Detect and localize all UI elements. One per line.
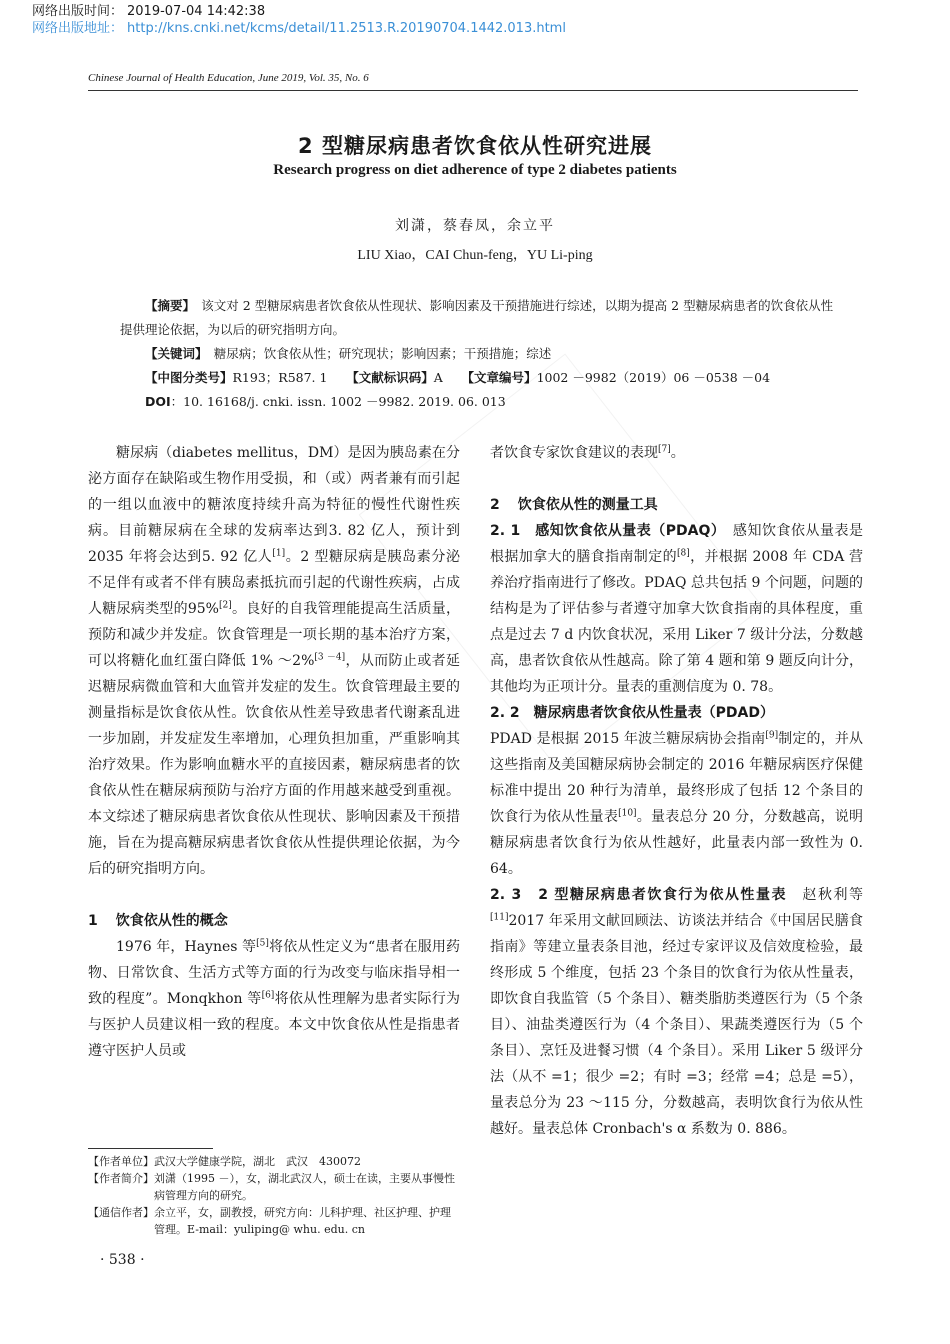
footnotes <box>88 1153 460 1238</box>
section-2-2-title-line <box>490 700 863 726</box>
authors-zh: 刘潇，蔡春凤，余立平 <box>395 218 555 234</box>
pub-time: 2019-07-04 14:42:38 <box>127 4 266 19</box>
page-number: · 538 · <box>100 1252 145 1268</box>
right-column <box>490 440 863 1142</box>
doccode-text: A <box>433 370 443 385</box>
cite-1[interactable]: [1] <box>272 548 286 559</box>
section-2-heading: 2 饮食依从性的测量工具 <box>490 497 658 513</box>
journal-rule <box>88 90 858 91</box>
continued-paragraph: 者饮食专家饮食建议的表现[7]。 <box>490 444 685 461</box>
footnote-bio: 【作者简介】 刘潇（1995 －），女，湖北武汉人，硕士在读，主要从事慢性病管理方向的研究。 <box>88 1172 455 1202</box>
section-2-1-paragraph: 2. 1 感知饮食依从量表（PDAQ） 感知饮食依从量表是根据加拿大的膳食指南制定的[8]，并根据 2008 年 CDA 营养治疗指南进行了修改。PDAQ 总共包括 9 个问题，问题的结构是为了评估参与者遵守加拿大饮食指南的具体程度，重点是过去 7 d 内饮食状况，采用 Liker 7 级计分法，分数越高，患者饮食依从性越高。除了第 4 题和第 9 题反向计分，其他均为正项计分。量表的重测信度为 0. 78。 <box>490 523 864 695</box>
section-2-2-title: 2. 2 糖尿病患者饮食依从性量表（PDAD） <box>490 705 775 721</box>
section-1-paragraph: 1976 年，Haynes 等[5]将依从性定义为“患者在服用药物、日常饮食、生活方式等方面的行为改变与临床指导相一致的程度”。Monqkhon 等[6]将依从性理解为患者实际行为与医护人员建议相一致的程度。本文中饮食依从性是指患者遵守医护人员或 <box>88 938 460 1059</box>
pub-addr-label: 网络出版地址： <box>32 21 124 36</box>
cite-2[interactable]: [2] <box>218 600 232 611</box>
cite-8[interactable]: [8] <box>676 548 690 559</box>
abstract-block <box>120 294 840 414</box>
keywords-text: 糖尿病；饮食依从性；研究现状；影响因素；干预措施；综述 <box>213 346 552 361</box>
footnote-rule <box>88 1148 213 1149</box>
authors-en: LIU Xiao，CAI Chun-feng，YU Li-ping <box>357 248 593 263</box>
cite-7[interactable]: [7] <box>658 444 671 455</box>
doi <box>120 390 840 414</box>
footnote-unit: 【作者单位】 武汉大学健康学院，湖北 武汉 430072 <box>88 1155 361 1168</box>
pub-addr-link[interactable]: http://kns.cnki.net/kcms/detail/11.2513.R.20190704.1442.013.html <box>127 21 566 36</box>
doi-text: ：10. 16168/j. cnki. issn. 1002 －9982. 2019. 06. 013 <box>170 394 506 409</box>
pub-time-label: 网络出版时间： <box>32 4 124 19</box>
intro-paragraph: 糖尿病（diabetes mellitus，DM）是因为胰岛素在分泌方面存在缺陷或生物作用受损，和（或）两者兼有而引起的一组以血液中的糖浓度持续升高为特征的慢性代谢性疾病。目前糖尿病在全球的发病率达到3. 82 亿人，预计到2035 年将会达到5. 92 亿人[1]。2 型糖尿病是胰岛素分泌不足伴有或者不伴有胰岛素抵抗而引起的代谢性疾病，占成人糖尿病类型的95%[2]。良好的自我管理能提高生活质量，预防和减少并发症。饮食管理是一项长期的基本治疗方案，可以将糖化血红蛋白降低 1% ～2%[3 －4]，从而防止或者延迟糖尿病微血管和大血管并发症的发生。饮食管理最主要的测量指标是饮食依从性。饮食依从性差导致患者代谢紊乱进一步加剧，并发症发生率增加，心理负担加重，严重影响其治疗效果。作为影响血糖水平的直接因素，糖尿病患者的饮食依从性在糖尿病预防与治疗方面的作用越来越受到重视。本文综述了糖尿病患者饮食依从性现状、影响因素及干预措施，旨在为提高糖尿病患者饮食依从性提供理论依据，为今后的研究指明方向。 <box>88 445 461 877</box>
cite-9[interactable]: [9] <box>765 730 779 741</box>
footnote-corresponding: 【通信作者】 余立平，女，副教授，研究方向：儿科护理、社区护理、护理管理。E-mail：yuliping@ whu. edu. cn <box>88 1206 451 1236</box>
abstract-label: 【摘要】 <box>145 298 189 313</box>
doccode-label: 【文献标识码】 <box>352 370 434 385</box>
section-2-1-title: 2. 1 感知饮食依从量表（PDAQ） <box>490 523 719 539</box>
cite-10[interactable]: [10] <box>618 808 637 819</box>
title-en: Research progress on diet adherence of type 2 diabetes patients <box>273 162 677 178</box>
pub-time-line <box>32 3 265 20</box>
cite-6[interactable]: [6] <box>261 990 275 1001</box>
cls-label: 【中图分类号】 <box>145 370 233 385</box>
keywords <box>120 342 840 366</box>
journal-line: Chinese Journal of Health Education, June 2019, Vol. 35, No. 6 <box>88 72 369 84</box>
artno-label: 【文章编号】 <box>467 370 537 385</box>
cite-11[interactable]: [11] <box>490 912 509 923</box>
abstract-text: 该文对 2 型糖尿病患者饮食依从性现状、影响因素及干预措施进行综述，以期为提高 2 型糖尿病患者的饮食依从性提供理论依据，为以后的研究指明方向。 <box>120 298 834 337</box>
cls-text: R193；R587. 1 <box>232 370 328 385</box>
keywords-label: 【关键词】 <box>145 346 202 361</box>
cite-5[interactable]: [5] <box>256 938 269 949</box>
left-column <box>88 440 460 1064</box>
section-2-3-title: 2. 3 2 型糖尿病患者饮食行为依从性量表 <box>490 887 787 903</box>
classification <box>120 366 840 390</box>
section-1-heading: 1 饮食依从性的概念 <box>88 913 228 929</box>
cite-3-4[interactable]: [3 －4] <box>314 652 346 663</box>
title-zh: 2 型糖尿病患者饮食依从性研究进展 <box>298 134 652 158</box>
artno-text: 1002 －9982（2019）06 －0538 －04 <box>536 370 771 385</box>
section-2-2-paragraph: PDAD 是根据 2015 年波兰糖尿病协会指南[9]制定的，并从这些指南及美国糖尿病协会制定的 2016 年糖尿病医疗保健标准中提出 20 种行为清单，最终形成了包括 12 个条目的饮食行为依从性量表[10]。量表总分 20 分，分数越高，说明糖尿病患者饮食行为依从性越好，此量表内部一致性为 0. 64。 <box>490 730 864 877</box>
doi-label: DOI <box>145 394 171 409</box>
section-2-3-paragraph: 2. 3 2 型糖尿病患者饮食行为依从性量表 赵秋利等[11]2017 年采用文献回顾法、访谈法并结合《中国居民膳食指南》等建立量表条目池，经过专家评议及信效度检验，最终形成 5 个维度，包括 23 个条目的饮食行为依从性量表，即饮食自我监管（5 个条目）、糖类脂肪类遵医行为（5 个条目）、油盐类遵医行为（4 个条目）、果蔬类遵医行为（5 个条目）、烹饪及进餐习惯（4 个条目）。采用 Liker 5 级评分法（从不 =1；很少 =2；有时 =3；经常 =4；总是 =5），量表总分为 23 ～115 分，分数越高，表明饮食行为依从性越好。量表总体 Cronbach's α 系数为 0. 886。 <box>490 887 864 1137</box>
pub-addr-line <box>32 20 566 37</box>
abstract <box>120 294 840 342</box>
